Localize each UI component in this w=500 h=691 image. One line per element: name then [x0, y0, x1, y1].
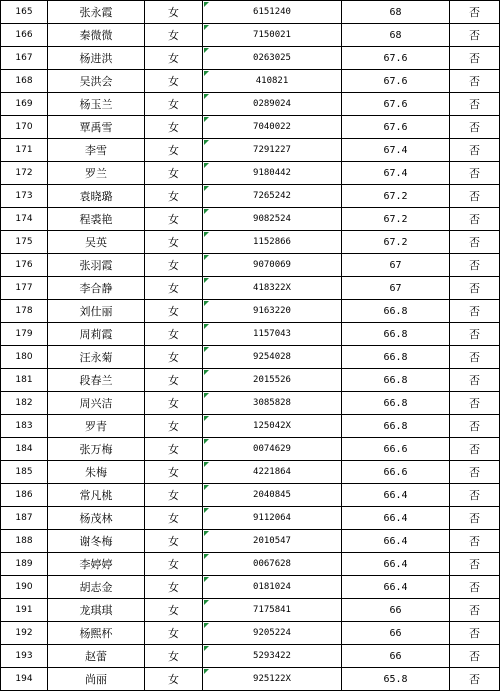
score-cell: 67	[342, 254, 450, 277]
row-number-cell: 190	[1, 576, 48, 599]
flag-cell: 否	[450, 47, 500, 70]
table-row	[1, 530, 500, 553]
id-number-cell: 9205224	[203, 622, 342, 645]
gender-cell: 女	[145, 392, 203, 415]
score-cell: 67.2	[342, 231, 450, 254]
row-number-cell: 177	[1, 277, 48, 300]
gender-cell: 女	[145, 507, 203, 530]
table-row	[1, 116, 500, 139]
score-cell: 66	[342, 599, 450, 622]
score-cell: 67.6	[342, 47, 450, 70]
gender-cell: 女	[145, 208, 203, 231]
name-cell: 张羽霞	[48, 254, 145, 277]
score-cell: 65.8	[342, 668, 450, 691]
table-row	[1, 415, 500, 438]
id-number-cell: 410821	[203, 70, 342, 93]
gender-cell: 女	[145, 599, 203, 622]
score-cell: 66.6	[342, 461, 450, 484]
table-row	[1, 208, 500, 231]
gender-cell: 女	[145, 484, 203, 507]
row-number-cell: 166	[1, 24, 48, 47]
score-cell: 68	[342, 24, 450, 47]
row-number-cell: 179	[1, 323, 48, 346]
score-cell: 67.2	[342, 208, 450, 231]
score-cell: 66.4	[342, 484, 450, 507]
table-row	[1, 507, 500, 530]
id-number-cell: 9180442	[203, 162, 342, 185]
score-cell: 68	[342, 1, 450, 24]
id-number-cell: 125042X	[203, 415, 342, 438]
score-cell: 66.8	[342, 323, 450, 346]
flag-cell: 否	[450, 277, 500, 300]
id-number-cell: 4221864	[203, 461, 342, 484]
gender-cell: 女	[145, 369, 203, 392]
gender-cell: 女	[145, 47, 203, 70]
name-cell: 杨熙杯	[48, 622, 145, 645]
name-cell: 段春兰	[48, 369, 145, 392]
row-number-cell: 183	[1, 415, 48, 438]
table-row	[1, 70, 500, 93]
flag-cell: 否	[450, 599, 500, 622]
table-row	[1, 185, 500, 208]
gender-cell: 女	[145, 300, 203, 323]
name-cell: 杨进洪	[48, 47, 145, 70]
gender-cell: 女	[145, 24, 203, 47]
row-number-cell: 167	[1, 47, 48, 70]
row-number-cell: 187	[1, 507, 48, 530]
row-number-cell: 191	[1, 599, 48, 622]
row-number-cell: 178	[1, 300, 48, 323]
id-number-cell: 418322X	[203, 277, 342, 300]
gender-cell: 女	[145, 162, 203, 185]
id-number-cell: 6151240	[203, 1, 342, 24]
name-cell: 张万梅	[48, 438, 145, 461]
name-cell: 张永霞	[48, 1, 145, 24]
name-cell: 朱梅	[48, 461, 145, 484]
gender-cell: 女	[145, 530, 203, 553]
gender-cell: 女	[145, 277, 203, 300]
flag-cell: 否	[450, 461, 500, 484]
gender-cell: 女	[145, 1, 203, 24]
flag-cell: 否	[450, 254, 500, 277]
id-number-cell: 0074629	[203, 438, 342, 461]
gender-cell: 女	[145, 668, 203, 691]
score-cell: 67.6	[342, 93, 450, 116]
flag-cell: 否	[450, 185, 500, 208]
gender-cell: 女	[145, 323, 203, 346]
name-cell: 周莉霞	[48, 323, 145, 346]
id-number-cell: 7291227	[203, 139, 342, 162]
name-cell: 吴洪会	[48, 70, 145, 93]
name-cell: 汪永菊	[48, 346, 145, 369]
row-number-cell: 189	[1, 553, 48, 576]
table-row	[1, 93, 500, 116]
table-row	[1, 139, 500, 162]
name-cell: 周兴洁	[48, 392, 145, 415]
flag-cell: 否	[450, 622, 500, 645]
id-number-cell: 9163220	[203, 300, 342, 323]
row-number-cell: 174	[1, 208, 48, 231]
name-cell: 杨茂林	[48, 507, 145, 530]
table-row	[1, 47, 500, 70]
name-cell: 袁晓璐	[48, 185, 145, 208]
flag-cell: 否	[450, 484, 500, 507]
table-row	[1, 622, 500, 645]
gender-cell: 女	[145, 415, 203, 438]
flag-cell: 否	[450, 392, 500, 415]
id-number-cell: 7150021	[203, 24, 342, 47]
row-number-cell: 181	[1, 369, 48, 392]
flag-cell: 否	[450, 507, 500, 530]
row-number-cell: 165	[1, 1, 48, 24]
row-number-cell: 192	[1, 622, 48, 645]
id-number-cell: 1152866	[203, 231, 342, 254]
row-number-cell: 173	[1, 185, 48, 208]
score-cell: 66.8	[342, 369, 450, 392]
score-cell: 67.6	[342, 116, 450, 139]
name-cell: 尚丽	[48, 668, 145, 691]
name-cell: 秦微微	[48, 24, 145, 47]
row-number-cell: 185	[1, 461, 48, 484]
row-number-cell: 180	[1, 346, 48, 369]
score-cell: 66.8	[342, 300, 450, 323]
name-cell: 赵蕾	[48, 645, 145, 668]
table-row	[1, 484, 500, 507]
id-number-cell: 9112064	[203, 507, 342, 530]
table-row	[1, 24, 500, 47]
flag-cell: 否	[450, 438, 500, 461]
row-number-cell: 176	[1, 254, 48, 277]
name-cell: 程裘艳	[48, 208, 145, 231]
name-cell: 杨玉兰	[48, 93, 145, 116]
flag-cell: 否	[450, 346, 500, 369]
flag-cell: 否	[450, 576, 500, 599]
id-number-cell: 7265242	[203, 185, 342, 208]
id-number-cell: 5293422	[203, 645, 342, 668]
row-number-cell: 172	[1, 162, 48, 185]
id-number-cell: 7175841	[203, 599, 342, 622]
flag-cell: 否	[450, 70, 500, 93]
table-row	[1, 392, 500, 415]
table-row	[1, 553, 500, 576]
score-cell: 66.4	[342, 553, 450, 576]
name-cell: 罗青	[48, 415, 145, 438]
id-number-cell: 0181024	[203, 576, 342, 599]
score-cell: 66.6	[342, 438, 450, 461]
table-row	[1, 369, 500, 392]
name-cell: 吴英	[48, 231, 145, 254]
gender-cell: 女	[145, 185, 203, 208]
score-cell: 66.8	[342, 415, 450, 438]
id-number-cell: 9254028	[203, 346, 342, 369]
flag-cell: 否	[450, 645, 500, 668]
table-body	[1, 1, 500, 691]
gender-cell: 女	[145, 553, 203, 576]
row-number-cell: 188	[1, 530, 48, 553]
name-cell: 龙琪琪	[48, 599, 145, 622]
flag-cell: 否	[450, 139, 500, 162]
name-cell: 常凡桃	[48, 484, 145, 507]
table-row	[1, 599, 500, 622]
gender-cell: 女	[145, 93, 203, 116]
id-number-cell: 0289024	[203, 93, 342, 116]
gender-cell: 女	[145, 622, 203, 645]
flag-cell: 否	[450, 369, 500, 392]
id-number-cell: 7040022	[203, 116, 342, 139]
row-number-cell: 194	[1, 668, 48, 691]
flag-cell: 否	[450, 208, 500, 231]
score-cell: 66.8	[342, 392, 450, 415]
table-row	[1, 254, 500, 277]
score-cell: 67.4	[342, 139, 450, 162]
score-cell: 67.4	[342, 162, 450, 185]
row-number-cell: 171	[1, 139, 48, 162]
name-cell: 谢冬梅	[48, 530, 145, 553]
id-number-cell: 1157043	[203, 323, 342, 346]
row-number-cell: 193	[1, 645, 48, 668]
gender-cell: 女	[145, 645, 203, 668]
id-number-cell: 925122X	[203, 668, 342, 691]
gender-cell: 女	[145, 438, 203, 461]
flag-cell: 否	[450, 116, 500, 139]
score-cell: 67.2	[342, 185, 450, 208]
row-number-cell: 175	[1, 231, 48, 254]
score-cell: 67.6	[342, 70, 450, 93]
gender-cell: 女	[145, 70, 203, 93]
row-number-cell: 186	[1, 484, 48, 507]
table-row	[1, 1, 500, 24]
row-number-cell: 169	[1, 93, 48, 116]
table-row	[1, 438, 500, 461]
table-row	[1, 300, 500, 323]
id-number-cell: 9082524	[203, 208, 342, 231]
id-number-cell: 0263025	[203, 47, 342, 70]
id-number-cell: 0067628	[203, 553, 342, 576]
table-row	[1, 668, 500, 691]
score-cell: 66.4	[342, 530, 450, 553]
table-row	[1, 346, 500, 369]
id-number-cell: 2040845	[203, 484, 342, 507]
flag-cell: 否	[450, 300, 500, 323]
name-cell: 李雪	[48, 139, 145, 162]
row-number-cell: 170	[1, 116, 48, 139]
flag-cell: 否	[450, 668, 500, 691]
gender-cell: 女	[145, 116, 203, 139]
score-cell: 66	[342, 645, 450, 668]
gender-cell: 女	[145, 576, 203, 599]
score-cell: 67	[342, 277, 450, 300]
name-cell: 刘仕丽	[48, 300, 145, 323]
gender-cell: 女	[145, 346, 203, 369]
flag-cell: 否	[450, 1, 500, 24]
row-number-cell: 182	[1, 392, 48, 415]
score-cell: 66.4	[342, 507, 450, 530]
table-row	[1, 645, 500, 668]
table-row	[1, 162, 500, 185]
flag-cell: 否	[450, 323, 500, 346]
score-cell: 66.4	[342, 576, 450, 599]
id-number-cell: 3085828	[203, 392, 342, 415]
flag-cell: 否	[450, 231, 500, 254]
flag-cell: 否	[450, 530, 500, 553]
name-cell: 李婷婷	[48, 553, 145, 576]
row-number-cell: 184	[1, 438, 48, 461]
flag-cell: 否	[450, 415, 500, 438]
name-cell: 胡志金	[48, 576, 145, 599]
name-cell: 李合静	[48, 277, 145, 300]
id-number-cell: 2015526	[203, 369, 342, 392]
gender-cell: 女	[145, 139, 203, 162]
id-number-cell: 2010547	[203, 530, 342, 553]
gender-cell: 女	[145, 231, 203, 254]
gender-cell: 女	[145, 254, 203, 277]
flag-cell: 否	[450, 553, 500, 576]
name-cell: 罗兰	[48, 162, 145, 185]
id-number-cell: 9070069	[203, 254, 342, 277]
table-row	[1, 323, 500, 346]
flag-cell: 否	[450, 93, 500, 116]
table-row	[1, 277, 500, 300]
flag-cell: 否	[450, 24, 500, 47]
gender-cell: 女	[145, 461, 203, 484]
score-cell: 66	[342, 622, 450, 645]
name-cell: 覃禹雪	[48, 116, 145, 139]
table-row	[1, 231, 500, 254]
table-row	[1, 461, 500, 484]
flag-cell: 否	[450, 162, 500, 185]
row-number-cell: 168	[1, 70, 48, 93]
score-cell: 66.8	[342, 346, 450, 369]
